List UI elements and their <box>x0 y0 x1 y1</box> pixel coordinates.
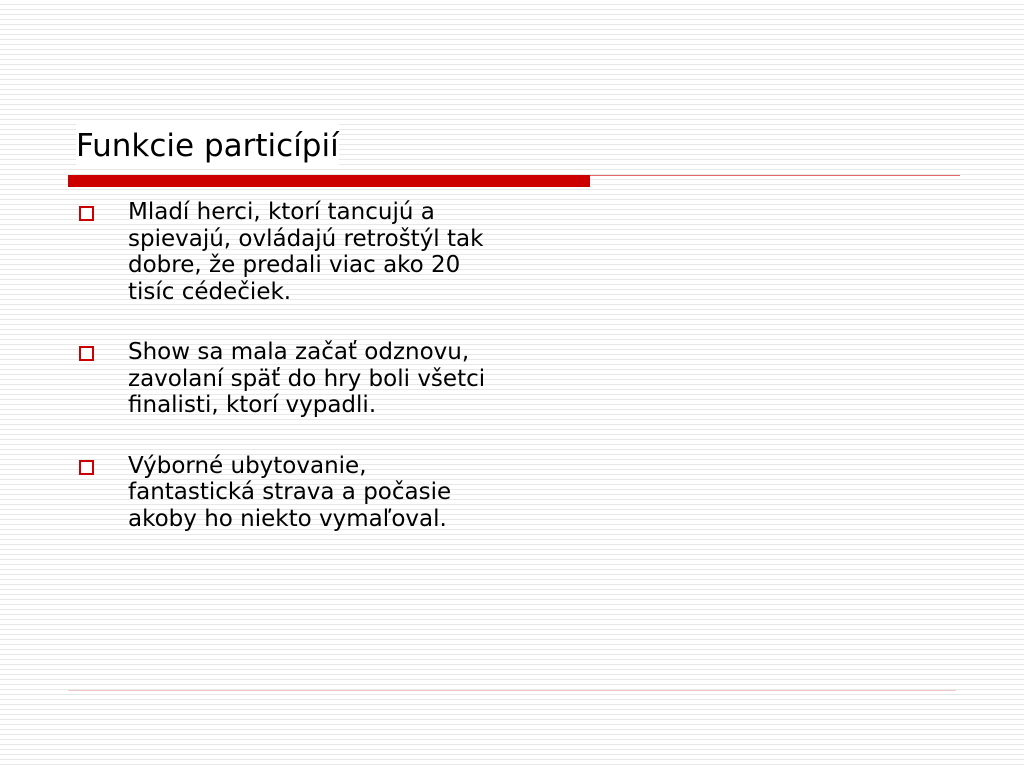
hollow-square-icon <box>79 346 94 361</box>
bullet-text: Mladí herci, ktorí tancujú a spievajú, ovládajú retroštýl tak dobre, že predali viac ako 20 tisíc cédečiek. <box>128 199 484 305</box>
bullet-list <box>76 199 496 566</box>
hollow-square-icon <box>79 206 94 221</box>
bullet-item <box>76 453 496 533</box>
bullet-item <box>76 199 496 305</box>
bullet-item <box>76 339 496 419</box>
title-divider-line <box>590 175 960 176</box>
bullet-text: Výborné ubytovanie, fantastická strava a počasie akoby ho niekto vymaľoval. <box>128 452 452 532</box>
bullet-text: Show sa mala začať odznovu, zavolaní späť do hry boli všetci finalisti, ktorí vypadli. <box>128 339 486 418</box>
hollow-square-icon <box>79 460 94 475</box>
title-accent-bar <box>68 175 590 187</box>
footer-divider-line <box>68 690 956 691</box>
slide-title: Funkcie particípií <box>76 124 339 168</box>
